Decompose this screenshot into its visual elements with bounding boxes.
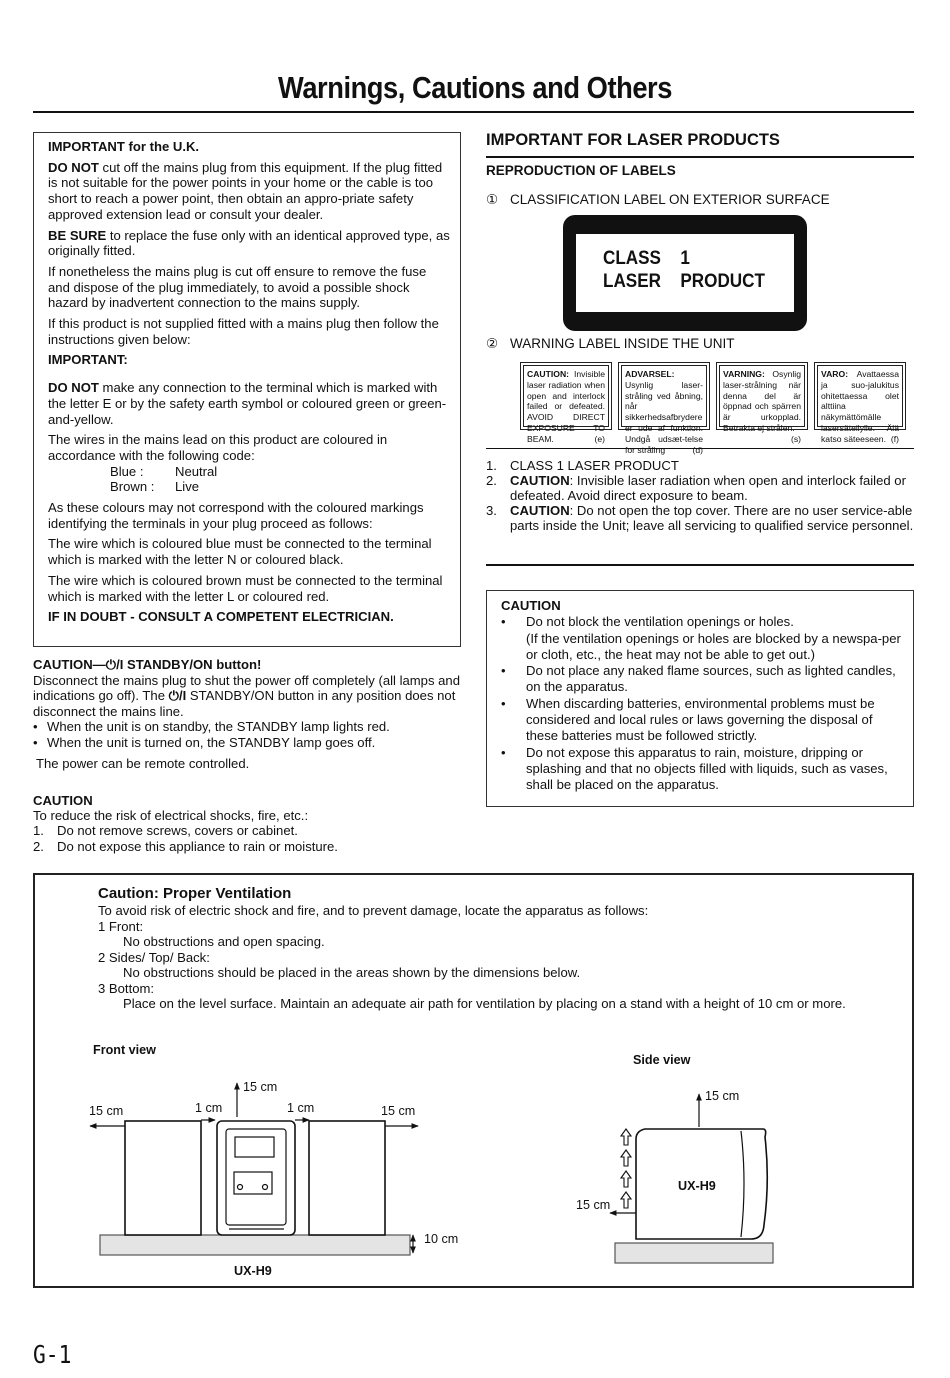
warning-label-sv: VARNING: Osynlig laser-strålning när denna del är öppnad och spärren är urkopplad. Betrakta ej strålen. (s) [716, 362, 808, 430]
list-item: • When the unit is turned on, the STANDBY lamp goes off. [33, 734, 376, 750]
caution-right-box [486, 590, 914, 807]
dim-label: 1 cm [287, 1101, 315, 1115]
uk-paragraph-1: DO NOT cut off the mains plug from this equipment. If the plug fitted is not suitable for the power points in your home or the cable is too short to reach a power point, then obtain an appro-priate safety approved extension lead or consult your dealer. [48, 159, 443, 222]
laser-list [486, 459, 914, 534]
power-icon: ⏻/I [168, 688, 187, 704]
list-item: 1. Do not remove screws, covers or cabinet. [33, 823, 298, 839]
list-item: • Do not place any naked flame sources, such as lighted candles, on the apparatus. [501, 663, 896, 695]
label1-caption: ① CLASSIFICATION LABEL ON EXTERIOR SURFACE [486, 192, 830, 207]
dim-label: 15 cm [243, 1080, 278, 1094]
uk-paragraph-7: As these colours may not correspond with the coloured markings identifying the terminals in your plug proceed as follows: [48, 500, 424, 531]
list-item: 3. CAUTION: Do not open the top cover. There are no user service-able parts inside the Unit; leave all servicing to qualified service personnel. [486, 502, 914, 533]
standby-remote: The power can be remote controlled. [36, 755, 250, 771]
wire-colour-code [110, 464, 217, 495]
vent-item-text: Place on the level surface. Maintain an adequate air path for ventilation by placing on a stand with a height of 10 cm or more. [123, 996, 846, 1011]
list-item: 1. CLASS 1 LASER PRODUCT [486, 458, 679, 473]
warning-label-en: CAUTION: Invisible laser radiation when open and interlock failed or defeated. AVOID DIRECT EXPOSURE TO BEAM. (e) [520, 362, 612, 430]
ventilation-heading: Caution: Proper Ventilation [98, 885, 292, 902]
uk-paragraph-4: If this product is not supplied fitted with a mains plug then follow the instructions given below: [48, 316, 439, 347]
uk-paragraph-9: The wire which is coloured brown must be connected to the terminal which is marked with the letter L or coloured red. [48, 572, 443, 604]
dim-label: 10 cm [424, 1232, 459, 1246]
model-label: UX-H9 [234, 1264, 272, 1278]
dim-label: 15 cm [89, 1104, 124, 1118]
list-item: 2. Do not expose this appliance to rain or moisture. [33, 838, 338, 854]
caution-right-heading: CAUTION [501, 598, 561, 613]
class1-label: CLASS 1 LASER PRODUCT [563, 215, 807, 331]
front-view-label: Front view [93, 1043, 156, 1057]
title-rule [33, 111, 914, 113]
wire-code-row: Brown : Live [110, 479, 200, 495]
dim-label: 1 cm [195, 1101, 223, 1115]
vent-item-label: 2 Sides/ Top/ Back: [98, 949, 210, 965]
warning-label-da: ADVARSEL: Usynlig laser-stråling ved åbning, når sikkerhedsafbrydere er ude af funktion. Undgå udsæt-telse for stråling (d) [618, 362, 710, 430]
page-number: G-1 [33, 1340, 72, 1369]
standby-caution [33, 657, 461, 771]
list-item: 2. CAUTION: Invisible laser radiation when open and interlock failed or defeated. Avoid direct exposure to beam. [486, 472, 906, 503]
dim-label: 15 cm [705, 1089, 740, 1103]
dim-label: 15 cm [576, 1198, 611, 1212]
caution-left-heading: CAUTION [33, 793, 93, 808]
vent-item-text: No obstructions should be placed in the areas shown by the dimensions below. [123, 965, 581, 980]
list-item: • When the unit is on standby, the STANDBY lamp lights red. [33, 719, 390, 735]
dim-label: 15 cm [381, 1104, 416, 1118]
uk-paragraph-8: The wire which is coloured blue must be connected to the terminal which is marked with the letter N or coloured black. [48, 536, 432, 568]
divider [486, 564, 914, 566]
model-label: UX-H9 [678, 1179, 716, 1193]
wire-code-row: Blue : Neutral [110, 463, 218, 479]
warning-label-fi: VARO: Avattaessa ja suo-jalukitus ohitettaessa olet alttiina näkymättömälle lasersäteilylle. Älä katso säteeseen. (f) [814, 362, 906, 430]
laser-heading: IMPORTANT FOR LASER PRODUCTS [486, 131, 780, 149]
vent-item-text: No obstructions and open spacing. [123, 934, 325, 949]
side-view-label: Side view [633, 1053, 691, 1067]
page-title: Warnings, Cautions and Others [278, 70, 672, 105]
ventilation-diagram [35, 875, 912, 1286]
reproduction-heading: REPRODUCTION OF LABELS [486, 163, 676, 178]
label2-caption: ② WARNING LABEL INSIDE THE UNIT [486, 336, 735, 351]
ventilation-box [33, 873, 914, 1288]
laser-rule [486, 156, 914, 158]
power-icon: ⏻/I [105, 657, 124, 672]
list-item: • Do not block the ventilation openings or holes. (If the ventilation openings or holes are blocked by a newspa-per or cloth, etc., the heat may not be able to get out.) [501, 614, 901, 662]
list-item: • Do not expose this apparatus to rain, moisture, dripping or splashing and that no objects filled with liquids, such as vases, shall be placed on the apparatus. [501, 744, 888, 793]
caution-left [33, 793, 461, 854]
uk-paragraph-6: The wires in the mains lead on this product are coloured in accordance with the following code: [48, 432, 388, 463]
uk-paragraph-3: If nonetheless the mains plug is cut off ensure to remove the fuse and dispose of the plug immediately, to avoid a possible shock hazard by inadvertent connection to the mains supply. [48, 263, 427, 311]
standby-heading: CAUTION—⏻/I STANDBY/ON button! [33, 657, 262, 672]
caution-left-intro: To reduce the risk of electrical shocks, fire, etc.: [33, 808, 309, 824]
standby-text: Disconnect the mains plug to shut the power off completely (all lamps and indications go off). The ⏻/I STANDBY/ON button in any position does not disconnect the mains line. [33, 672, 460, 719]
vent-item-label: 1 Front: [98, 918, 144, 934]
list-item: • When discarding batteries, environmental problems must be considered and local rules or laws governing the disposal of these batteries must be followed strictly. [501, 695, 875, 744]
uk-paragraph-10: IF IN DOUBT - CONSULT A COMPETENT ELECTRICIAN. [48, 609, 394, 625]
uk-important-label: IMPORTANT: [48, 352, 128, 368]
uk-heading: IMPORTANT for the U.K. [48, 139, 200, 154]
vent-item-label: 3 Bottom: [98, 980, 155, 996]
uk-paragraph-5: DO NOT make any connection to the terminal which is marked with the letter E or by the safety earth symbol or coloured green or green-and-yellow. [48, 380, 447, 427]
ventilation-intro: To avoid risk of electric shock and fire, and to prevent damage, locate the apparatus as follows: [98, 903, 649, 918]
divider [486, 448, 914, 449]
uk-paragraph-2: BE SURE to replace the fuse only with an identical approved type, as originally fitted. [48, 227, 450, 259]
uk-important-box [33, 132, 461, 647]
